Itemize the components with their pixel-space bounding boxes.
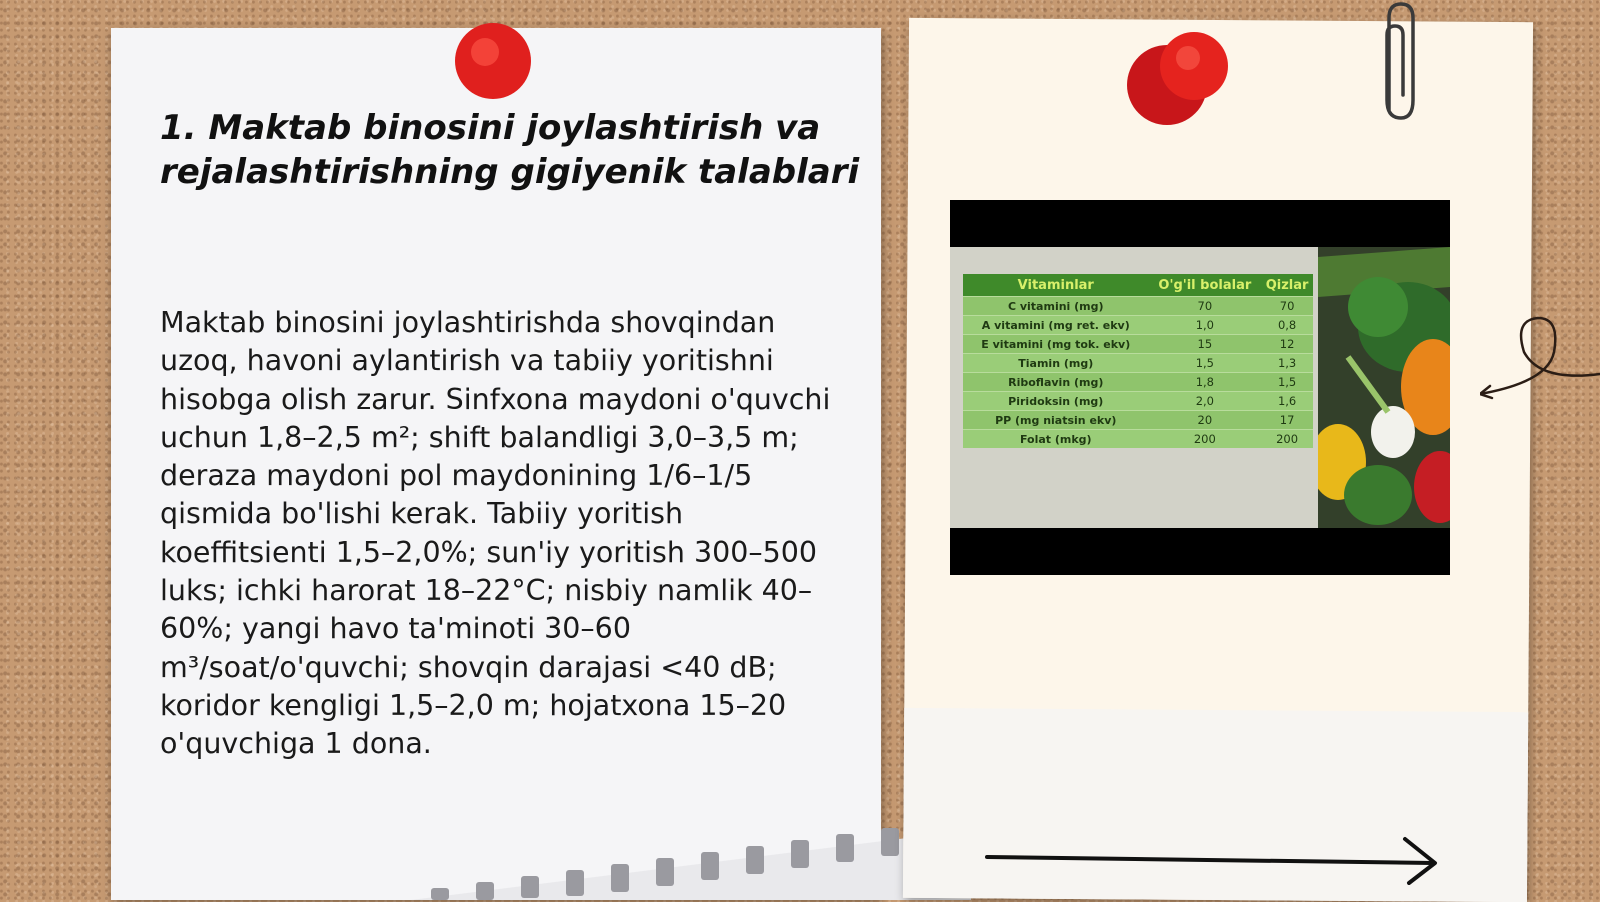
table-cell: 1,3 [1261,354,1313,373]
slide-body-text: Maktab binosini joylashtirishda shovqindan uzoq, havoni aylantirish va tabiiy yoritishni hisobga olish zarur. Sinfxona maydoni o'quvchi uchun 1,8–2,5 m²; shift balandligi 3,0–3,5 m; deraza maydoni pol maydonining 1/6–1/5 qismida bo'lishi kerak. Tabiiy yoritish koeffitsienti 1,5–2,0%; sun'iy yoritish 300–500 luks; ichki harorat 18–22°C; nisbiy namlik 40–60%; yangi havo ta'minoti 30–60 m³/soat/o'quvchi; shovqin darajasi <40 dB; koridor kengligi 1,5–2,0 m; hojatxona 15–20 o'quvchiga 1 dona. [160,306,831,761]
push-pin-icon [452,20,534,102]
table-cell: 70 [1261,297,1313,316]
table-cell: 1,6 [1261,392,1313,411]
slide-title: 1. Maktab binosini joylashtirish va rejalashtirishning gigiyenik talablari [160,108,860,192]
table-cell: 1,5 [1261,373,1313,392]
table-cell: E vitamini (mg tok. ekv) [963,335,1149,354]
table-row [963,335,1313,354]
table-cell: 70 [1149,297,1262,316]
table-cell: 0,8 [1261,316,1313,335]
table-header-cell: Qizlar [1261,274,1313,297]
torn-notebook-edge [411,790,971,900]
table-row [963,297,1313,316]
table-row [963,411,1313,430]
table-cell: 1,0 [1149,316,1262,335]
vitamin-image-frame [950,200,1450,575]
table-cell: A vitamini (mg ret. ekv) [963,316,1149,335]
table-cell: 20 [1149,411,1262,430]
vitamin-table-image [950,247,1450,528]
table-row [963,373,1313,392]
vitamin-table [963,274,1313,448]
table-cell: Tiamin (mg) [963,354,1149,373]
table-cell: 200 [1261,430,1313,449]
table-cell: C vitamini (mg) [963,297,1149,316]
table-row [963,392,1313,411]
push-pin-icon [1122,30,1242,130]
table-header-cell: O'g'il bolalar [1149,274,1262,297]
table-header-cell: Vitaminlar [963,274,1149,297]
table-cell: 12 [1261,335,1313,354]
table-cell: 2,0 [1149,392,1262,411]
table-cell: 1,5 [1149,354,1262,373]
table-cell: 1,8 [1149,373,1262,392]
table-cell: 15 [1149,335,1262,354]
table-cell: 17 [1261,411,1313,430]
table-cell: Riboflavin (mg) [963,373,1149,392]
table-row [963,354,1313,373]
vegetables-photo [1318,247,1450,528]
curl-arrow-icon [1480,312,1600,402]
table-cell: PP (mg niatsin ekv) [963,411,1149,430]
table-cell: Folat (mkg) [963,430,1149,449]
vitamin-table-header-row [963,274,1313,297]
table-cell: Piridoksin (mg) [963,392,1149,411]
table-row [963,316,1313,335]
arrow-right-icon [985,835,1445,885]
table-row [963,430,1313,449]
table-cell: 200 [1149,430,1262,449]
paper-clip-icon [1375,0,1425,125]
